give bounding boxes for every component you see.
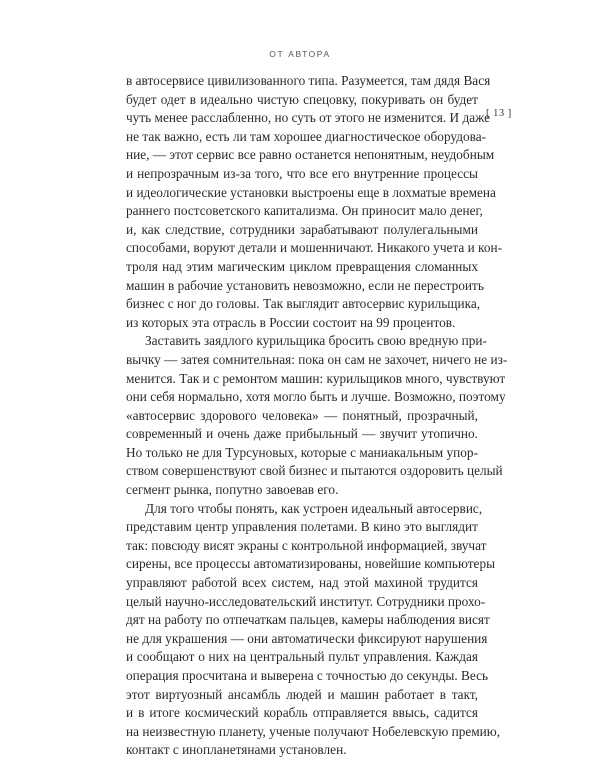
text-line: раннего постсоветского капитализма. Он приносит мало денег, [126, 203, 483, 219]
text-line: и непрозрачным из-за того, что все его внутренние процессы [126, 165, 478, 181]
text-line: бизнес с ног до головы. Так выглядит автосервис курильщика, [126, 296, 481, 312]
text-line: будет одет в идеально чистую спецовку, покуривать он будет [126, 91, 478, 107]
text-line: чуть менее расслабленно, но суть от этого не изменится. И даже [126, 110, 491, 126]
page-number: [ 13 ] [486, 108, 512, 119]
text-line: управляют работой всех систем, над этой махиной трудится [126, 575, 478, 591]
text-line: не для украшения — они автоматически фиксируют нарушения [126, 630, 488, 646]
text-line: и сообщают о них на центральный пульт управления. Каждая [126, 649, 478, 665]
text-line: ством совершенствуют свой бизнес и пытаются оздоровить целый [126, 463, 503, 479]
text-line: троля над этим магическим циклом превращения сломанных [126, 258, 478, 274]
text-line: вычку — затея сомнительная: пока он сам не захочет, ничего не из- [126, 351, 508, 367]
text-line: Заставить заядлого курильщика бросить свою вредную при- [145, 333, 487, 349]
text-line: целый научно-исследовательский институт. Сотрудники прохо- [126, 593, 486, 609]
text-line: Но только не для Турсуновых, которые с маниакальным упор- [126, 444, 478, 460]
text-line: операция просчитана и выверена с точностью до секунды. Весь [126, 668, 489, 683]
running-head: ОТ АВТОРА [269, 49, 331, 59]
text-line: контакт с инопланетянами установлен. [126, 742, 347, 758]
text-line: современный и очень даже прибыльный — звучит утопично. [126, 426, 478, 442]
text-line: из которых эта отрасль в России состоит на 99 процентов. [126, 314, 456, 330]
text-line: «автосервис здорового человека» — понятный, прозрачный, [126, 407, 478, 423]
text-line: машин в рабочие установить невозможно, если не перестроить [126, 277, 484, 293]
text-line: не так важно, есть ли там хорошее диагностическое оборудова- [126, 128, 487, 144]
text-line: и идеологические установки выстроены еще в лохматые времена [126, 184, 496, 200]
text-line: так: повсюду висят экраны с контрольной информацией, звучат [126, 537, 487, 553]
text-line: этот виртуозный ансамбль людей и машин работает в такт, [126, 686, 478, 702]
text-line: менится. Так и с ремонтом машин: курильщиков много, чувствуют [126, 370, 506, 386]
text-line: сирены, все процессы автоматизированы, новейшие компьютеры [126, 556, 496, 572]
text-line: сегмент рынка, попутно завоевав его. [126, 482, 339, 498]
text-line: представим центр управления полетами. В кино это выглядит [126, 519, 478, 535]
text-line: и, как следствие, сотрудники зарабатывают полулегальными [126, 221, 478, 237]
text-line: и в итоге космический корабль отправляется ввысь, садится [126, 705, 478, 721]
paragraph-2 [126, 332, 508, 499]
text-line: они себя нормально, хотя могло быть и лучше. Возможно, поэтому [126, 389, 506, 405]
text-line: Для того чтобы понять, как устроен идеальный автосервис, [145, 500, 483, 516]
text-line: на неизвестную планету, ученые получают Нобелевскую премию, [126, 723, 501, 739]
text-line: дят на работу по отпечаткам пальцев, камеры наблюдения висят [126, 612, 490, 628]
text-line: способами, воруют детали и мошенничают. Никакого учета и кон- [126, 240, 503, 256]
text-line: ние, — этот сервис все равно останется непонятным, неудобным [126, 147, 495, 163]
paragraph-3 [126, 500, 501, 760]
text-line: в автосервисе цивилизованного типа. Разумеется, там дядя Вася [126, 73, 491, 88]
